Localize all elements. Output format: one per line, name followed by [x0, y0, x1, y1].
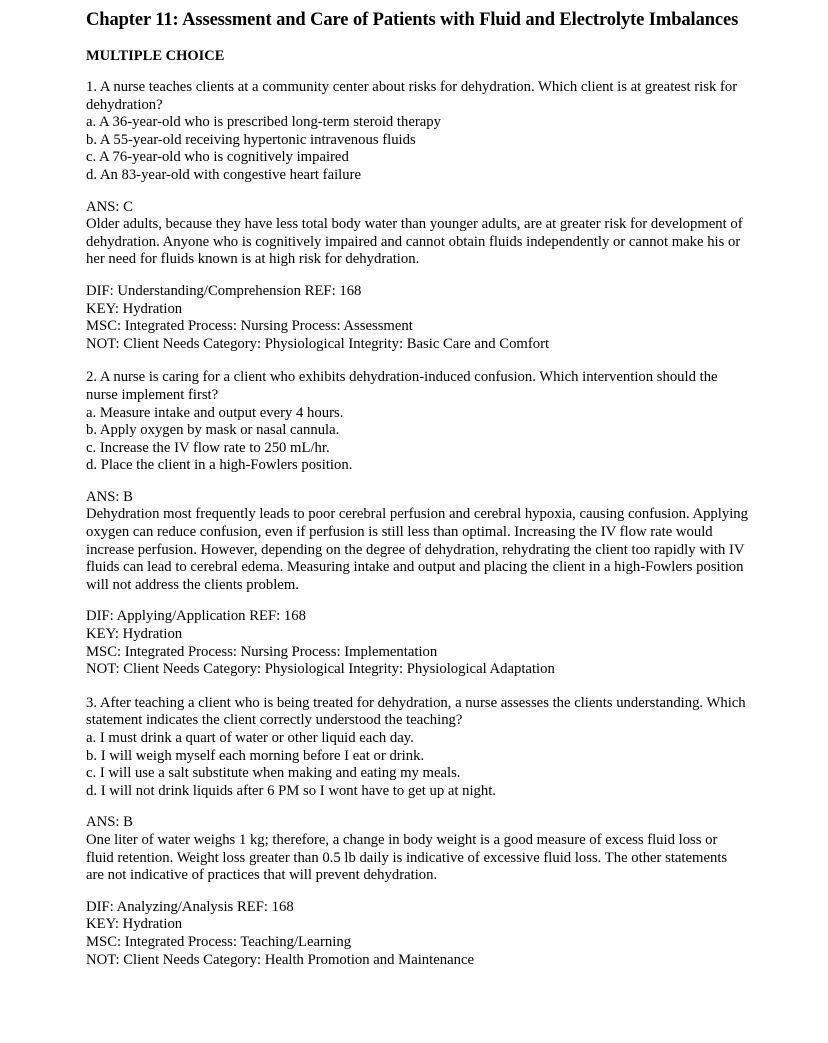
- meta-key: KEY: Hydration: [86, 916, 183, 933]
- choice-c[interactable]: c. Increase the IV flow rate to 250 mL/hr.: [86, 439, 330, 456]
- choice-c[interactable]: c. A 76-year-old who is cognitively impaired: [86, 149, 349, 166]
- meta-msc: MSC: Integrated Process: Teaching/Learning: [86, 933, 352, 950]
- meta-dif: DIF: Analyzing/Analysis REF: 168: [86, 898, 294, 915]
- meta-dif: DIF: Applying/Application REF: 168: [86, 608, 306, 625]
- answer-rationale: Older adults, because they have less total body water than younger adults, are at greater risk for development of dehydration. Anyone who is cognitively impaired and cannot obtain fluids independently or cannot make his or her need for fluids known is at high risk for dehydration.: [86, 216, 743, 268]
- answer-key: ANS: C: [86, 198, 133, 215]
- choice-b[interactable]: b. I will weigh myself each morning before I eat or drink.: [86, 747, 425, 764]
- choice-list: [86, 405, 748, 475]
- answer-block: [86, 489, 748, 595]
- meta-msc: MSC: Integrated Process: Nursing Process: Assessment: [86, 318, 413, 335]
- meta-msc: MSC: Integrated Process: Nursing Process: Implementation: [86, 643, 438, 660]
- answer-rationale: Dehydration most frequently leads to poor cerebral perfusion and cerebral hypoxia, causing confusion. Applying oxygen can reduce confusion, even if perfusion is still less than optimal. Increasing the IV flow rate would increase perfusion. However, depending on the degree of dehydration, rehydrating the client too rapidly with IV fluids can lead to cerebral edema. Measuring intake and output and placing the client in a high-Fowlers position will not address the clients problem.: [86, 506, 748, 593]
- meta-key: KEY: Hydration: [86, 300, 183, 317]
- page-title: Chapter 11: Assessment and Care of Patients with Fluid and Electrolyte Imbalances: [86, 10, 739, 30]
- choice-a[interactable]: a. I must drink a quart of water or other liquid each day.: [86, 730, 414, 746]
- answer-key: ANS: B: [86, 488, 133, 505]
- section-heading: MULTIPLE CHOICE: [86, 48, 225, 64]
- metadata-block: [86, 608, 748, 678]
- question-stem: 1. A nurse teaches clients at a community center about risks for dehydration. Which client is at greatest risk for dehydration?: [86, 79, 738, 113]
- question-block: [86, 79, 748, 185]
- answer-block: [86, 814, 748, 884]
- choice-list: [86, 114, 748, 184]
- choice-list: [86, 730, 748, 800]
- question-stem: 2. A nurse is caring for a client who exhibits dehydration-induced confusion. Which intervention should the nurse implement first?: [86, 369, 718, 403]
- choice-b[interactable]: b. Apply oxygen by mask or nasal cannula.: [86, 422, 340, 439]
- choice-d[interactable]: d. I will not drink liquids after 6 PM so I wont have to get up at night.: [86, 782, 496, 799]
- choice-d[interactable]: d. An 83-year-old with congestive heart failure: [86, 166, 362, 183]
- meta-not: NOT: Client Needs Category: Health Promotion and Maintenance: [86, 951, 474, 968]
- answer-key: ANS: B: [86, 814, 133, 831]
- choice-a[interactable]: a. Measure intake and output every 4 hours.: [86, 404, 344, 421]
- choice-c[interactable]: c. I will use a salt substitute when making and eating my meals.: [86, 765, 461, 782]
- meta-key: KEY: Hydration: [86, 626, 183, 643]
- choice-a[interactable]: a. A 36-year-old who is prescribed long-term steroid therapy: [86, 114, 441, 131]
- question-block: [86, 695, 748, 801]
- meta-not: NOT: Client Needs Category: Physiological Integrity: Physiological Adaptation: [86, 661, 555, 678]
- choice-b[interactable]: b. A 55-year-old receiving hypertonic intravenous fluids: [86, 131, 416, 148]
- meta-dif: DIF: Understanding/Comprehension REF: 168: [86, 282, 362, 299]
- answer-block: [86, 199, 748, 269]
- answer-rationale: One liter of water weighs 1 kg; therefore, a change in body weight is a good measure of excess fluid loss or fluid retention. Weight loss greater than 0.5 lb daily is indicative of excessive fluid loss. The other statements are not indicative of practices that will prevent dehydration.: [86, 831, 728, 884]
- metadata-block: [86, 283, 748, 353]
- question-stem: 3. After teaching a client who is being treated for dehydration, a nurse assesses the clients understanding. Which statement indicates the client correctly understood the teaching?: [86, 694, 746, 729]
- metadata-block: [86, 899, 748, 969]
- choice-d[interactable]: d. Place the client in a high-Fowlers position.: [86, 457, 353, 474]
- question-block: [86, 369, 748, 475]
- meta-not: NOT: Client Needs Category: Physiological Integrity: Basic Care and Comfort: [86, 335, 550, 352]
